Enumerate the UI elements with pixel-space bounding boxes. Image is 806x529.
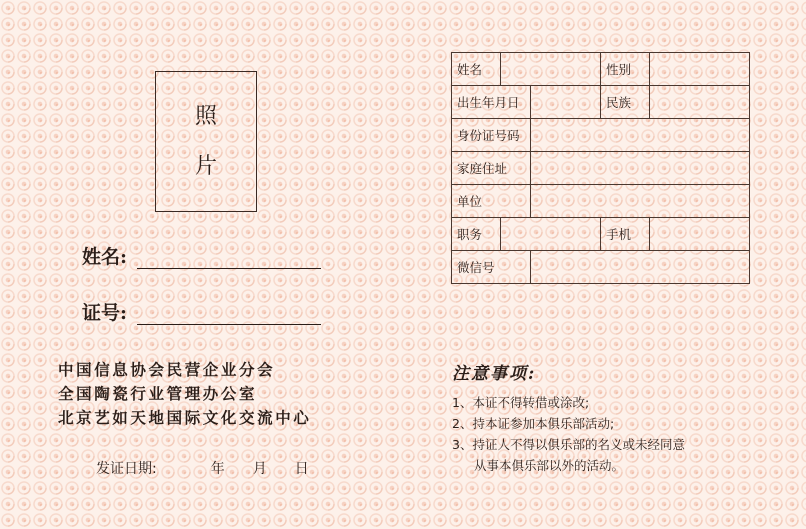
employer-value-cell [531, 185, 750, 218]
notice-title: 注意事项: [452, 364, 537, 384]
notice-item: 3、持证人不得以俱乐部的名义或未经同意 [452, 437, 685, 452]
holder-name-label: 姓名: [82, 246, 128, 268]
table-row [452, 218, 750, 251]
photo-char-1: 照 [194, 103, 217, 129]
table-row [452, 251, 750, 284]
gender-label-cell: 性别 [601, 53, 650, 86]
certificate-number-line [82, 298, 321, 325]
issue-date-year: 年 [210, 461, 225, 477]
org-line-2: 全国陶瓷行业管理办公室 [58, 385, 258, 403]
id-number-label-cell: 身份证号码 [452, 119, 531, 152]
holder-name-blank [137, 252, 321, 269]
table-row [452, 152, 750, 185]
member-info-table [451, 52, 750, 284]
photo-placeholder [155, 71, 257, 212]
phone-label-cell: 手机 [601, 218, 650, 251]
notice-item: 从事本俱乐部以外的活动。 [474, 458, 625, 473]
address-value-cell [531, 152, 750, 185]
position-value-cell [501, 218, 601, 251]
table-row [452, 119, 750, 152]
notice-item: 2、持本证参加本俱乐部活动; [452, 416, 615, 431]
issue-date [96, 458, 309, 478]
table-row [452, 185, 750, 218]
notice-list [452, 392, 685, 476]
certificate-number-blank [137, 308, 321, 325]
org-line-1: 中国信息协会民营企业分会 [58, 361, 276, 379]
wechat-label-cell: 微信号 [452, 251, 531, 284]
issuing-organizations [58, 358, 311, 430]
notice-item: 1、本证不得转借或涂改; [452, 395, 590, 410]
wechat-value-cell [531, 251, 750, 284]
table-row [452, 86, 750, 119]
name-label-cell: 姓名 [452, 53, 501, 86]
phone-value-cell [650, 218, 750, 251]
photo-char-2: 片 [194, 153, 217, 179]
org-line-3: 北京艺如天地国际文化交流中心 [58, 409, 312, 427]
issue-date-day: 日 [294, 461, 309, 477]
position-label-cell: 职务 [452, 218, 501, 251]
birth-label-cell: 出生年月日 [452, 86, 531, 119]
birth-value-cell [531, 86, 601, 119]
holder-name-line [82, 242, 321, 269]
certificate-number-label: 证号: [82, 302, 128, 324]
ethnicity-value-cell [650, 86, 750, 119]
name-value-cell [501, 53, 601, 86]
ethnicity-label-cell: 民族 [601, 86, 650, 119]
table-row [452, 53, 750, 86]
gender-value-cell [650, 53, 750, 86]
issue-date-label: 发证日期: [96, 461, 157, 477]
issue-date-month: 月 [252, 461, 267, 477]
employer-label-cell: 单位 [452, 185, 531, 218]
address-label-cell: 家庭住址 [452, 152, 531, 185]
id-number-value-cell [531, 119, 750, 152]
